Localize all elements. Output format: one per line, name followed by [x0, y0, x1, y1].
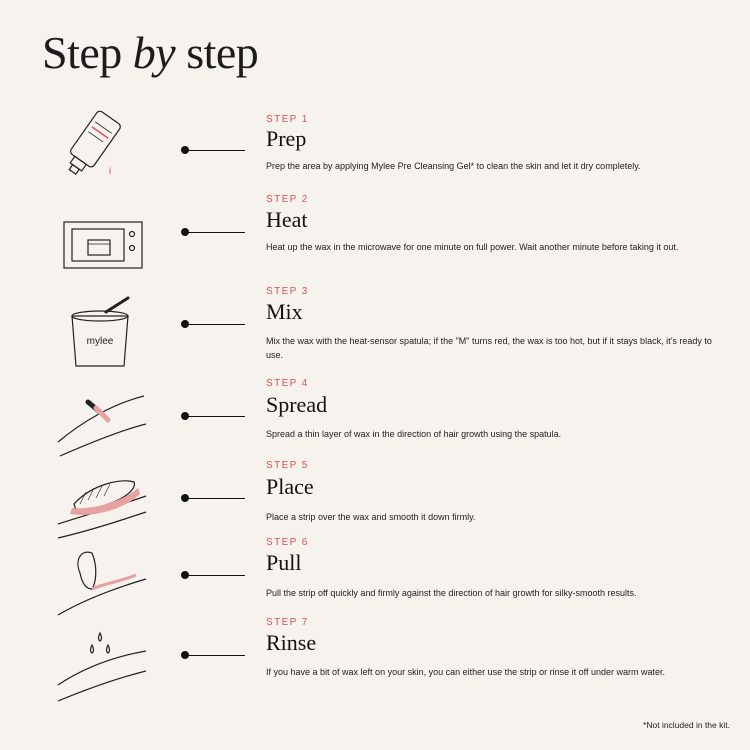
step-title: Mix — [266, 299, 303, 324]
water-drops-on-leg-icon — [52, 623, 152, 703]
step-description: Heat up the wax in the microwave for one minute on full power. Wait another minute before taking it out. — [266, 242, 679, 252]
step-title: Prep — [266, 126, 307, 151]
step-number: STEP 4 — [266, 378, 309, 389]
spatula-on-leg-icon — [52, 382, 152, 462]
step-connector — [181, 320, 245, 328]
wax-pot-icon — [52, 292, 152, 372]
step-connector — [181, 494, 245, 502]
step-title: Heat — [266, 207, 308, 232]
step-number: STEP 6 — [266, 537, 309, 548]
cleansing-gel-bottle-icon — [52, 114, 152, 194]
step-title: Spread — [266, 392, 328, 417]
step-description: Mix the wax with the heat-sensor spatula; if the "M" turns red, the wax is too hot, but if it stays black, it’s ready to use. — [266, 336, 712, 360]
step-connector — [181, 651, 245, 659]
step-description: If you have a bit of wax left on your skin, you can either use the strip or rinse it off under warm water. — [266, 667, 666, 677]
step-number: STEP 3 — [266, 286, 309, 297]
step-number: STEP 1 — [266, 114, 309, 125]
microwave-icon — [52, 198, 152, 278]
step-description: Place a strip over the wax and smooth it down firmly. — [266, 512, 476, 522]
title-start: Step — [42, 27, 122, 78]
pot-label: mylee — [86, 336, 114, 347]
strip-on-leg-icon — [52, 464, 152, 544]
step-connector — [181, 146, 245, 154]
step-number: STEP 5 — [266, 460, 309, 471]
title-end: step — [186, 27, 259, 78]
step-connector — [181, 571, 245, 579]
page-title — [42, 28, 258, 79]
step-number: STEP 2 — [266, 194, 309, 205]
step-connector — [181, 228, 245, 236]
pull-strip-icon — [52, 543, 152, 623]
title-italic: by — [132, 27, 176, 78]
footnote: *Not included in the kit. — [643, 720, 730, 730]
step-title: Place — [266, 474, 314, 499]
step-description: Spread a thin layer of wax in the direction of hair growth using the spatula. — [266, 429, 562, 439]
step-title: Pull — [266, 550, 302, 575]
step-title: Rinse — [266, 630, 317, 655]
step-number: STEP 7 — [266, 617, 309, 628]
step-description: Pull the strip off quickly and firmly against the direction of hair growth for silky-smooth results. — [266, 588, 637, 598]
step-connector — [181, 412, 245, 420]
step-description: Prep the area by applying Mylee Pre Cleansing Gel* to clean the skin and let it dry completely. — [266, 161, 641, 171]
